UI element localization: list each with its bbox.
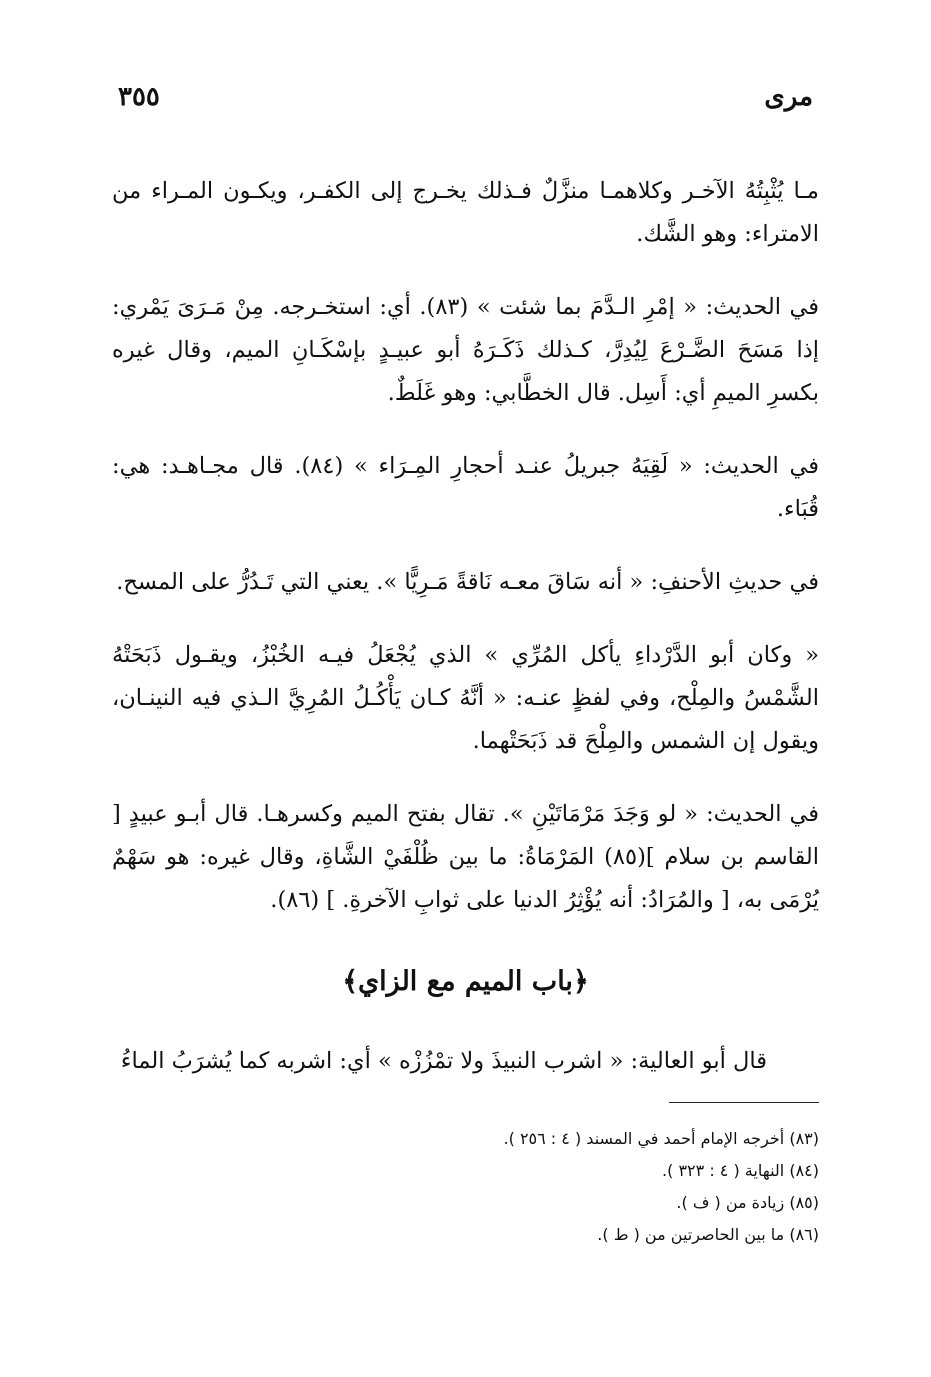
paragraph: في الحديث: « لَقِيَهُ جبريلُ عنـد أحجارِ المِـرَاء » (٨٤). قال مجـاهـد: هي: قُبَاء. — [112, 453, 820, 522]
paragraph: في حديثِ الأحنفِ: « أنه سَاقَ معـه نَاقةً مَـرِيًّا ». يعني التي تَـدُرُّ على المسح. — [116, 569, 819, 595]
footnote-divider — [669, 1102, 819, 1103]
footnote: (٨٦) ما بين الحاصرتين من ( ط ). — [597, 1225, 819, 1244]
running-head-word: مرى — [764, 82, 813, 112]
footnote: (٨٥) زيادة من ( ف ). — [676, 1193, 819, 1212]
paragraph: في الحديث: « لو وَجَدَ مَرْمَاتَيْنِ ». تقال بفتح الميم وكسرهـا. قال أبـو عبيدٍ [ القاسم بن سلام ](٨٥) المَرْمَاةُ: ما بين ظُلْفَيْ الشَّاةِ، وقال غيره: هو سَهْمٌ يُرْمَى به، [ والمُرَادُ: أنه يُؤْثِرُ الدنيا على ثوابِ الآخرةِ. ] (٨٦). — [112, 801, 819, 913]
paragraph: قال أبو العالية: « اشرب النبيذَ ولا تمْزُزْه » أي: اشربه كما يُشرَبُ الماءُ — [120, 1048, 767, 1074]
footnote: (٨٣) أخرجه الإمام أحمد في المسند ( ٤ : ٢٥٦ ). — [503, 1129, 819, 1148]
footnotes — [112, 1124, 819, 1252]
paragraph: « وكان أبو الدَّرْداءِ يأكل المُرِّي » الذي يُجْعَلُ فيـه الخُبْزُ، ويقـول ذَبَحَتْهُ الشَّمْسُ والمِلْح، وفي لفظٍ عنـه: « أنَّهُ كـان يَأْكُـلُ المُرِيَّ الـذي فيه النينـان، ويقول إن الشمس والمِلْحَ قد ذَبَحَتْهما. — [112, 642, 819, 754]
paragraph: مـا يُثْبِتُهُ الآخـر وكلاهمـا منزَّلٌ فـذلك يخـرج إلى الكفـر، ويكـون المـراء من الامتراء: وهو الشَّك. — [112, 178, 819, 247]
section-heading: ﴿باب الميم مع الزاي﴾ — [342, 966, 589, 997]
paragraph: في الحديث: « إمْرِ الـدَّمَ بما شئت » (٨٣). أي: استخـرجه. مِنْ مَـرَىَ يَمْري: إذا مَسَحَ الضَّـرْعَ لِيُدِرَّ، كـذلك ذَكَـرَهُ أبو عبيـدٍ بإسْكَـانِ الميم، وقال غيره بكسرِ الميمِ أي: أَسِل. قال الخطَّابي: وهو غَلَطٌ. — [112, 294, 819, 406]
footnote: (٨٤) النهاية ( ٤ : ٣٢٣ ). — [662, 1161, 819, 1180]
main-text — [112, 170, 819, 1083]
header-divider — [112, 146, 819, 147]
page-number: ٣٥٥ — [118, 82, 160, 112]
